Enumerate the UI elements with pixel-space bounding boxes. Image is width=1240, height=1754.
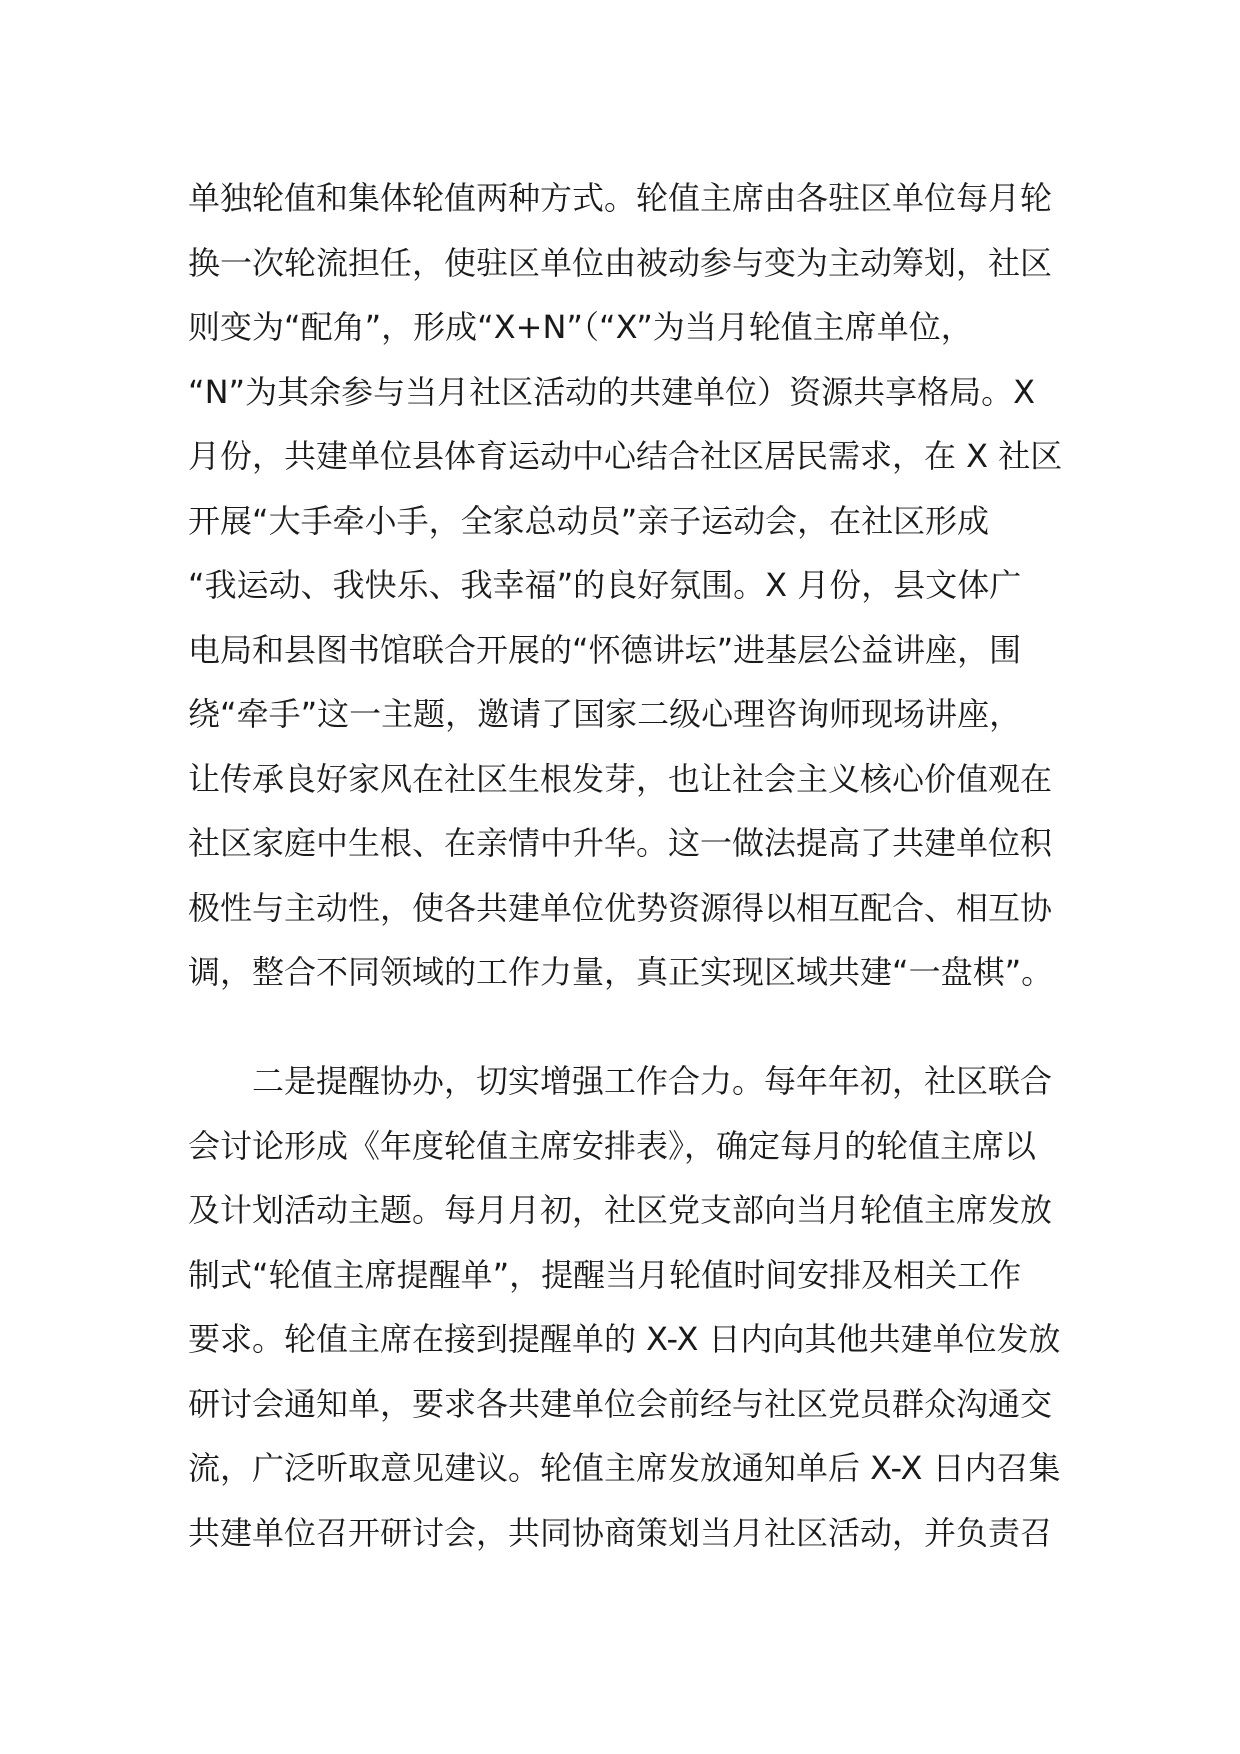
- text-line: 月份，共建单位县体育运动中心结合社区居民需求，在 X 社区: [188, 437, 1063, 475]
- text-line: 社区家庭中生根、在亲情中升华。这一做法提高了共建单位积: [188, 824, 1053, 862]
- paragraph-2: [188, 1049, 1060, 1565]
- text-line: 共建单位召开研讨会，共同协商策划当月社区活动，并负责召: [188, 1513, 1053, 1552]
- text-line: 开展“大手牵小手，全家总动员”亲子运动会，在社区形成: [188, 501, 990, 540]
- text-line: “N”为其余参与当月社区活动的共建单位）资源共享格局。X: [188, 372, 1036, 411]
- text-line: 电局和县图书馆联合开展的“怀德讲坛”进基层公益讲座，围: [188, 630, 1022, 669]
- text-line: 制式“轮值主席提醒单”，提醒当月轮值时间安排及相关工作: [188, 1255, 1022, 1294]
- text-line: 会讨论形成《年度轮值主席安排表》，确定每月的轮值主席以: [188, 1126, 1037, 1165]
- text-line: 要求。轮值主席在接到提醒单的 X-X 日内向其他共建单位发放: [188, 1320, 1061, 1358]
- text-line: 二是提醒协办，切实增强工作合力。每年年初，社区联合: [188, 1062, 1053, 1100]
- text-line: 则变为“配角”，形成“X+N”（“X”为当月轮值主席单位，: [188, 308, 973, 346]
- text-line: 让传承良好家风在社区生根发芽，也让社会主义核心价值观在: [188, 759, 1053, 798]
- text-line: 极性与主动性，使各共建单位优势资源得以相互配合、相互协: [188, 888, 1053, 927]
- text-line: “我运动、我快乐、我幸福”的良好氛围。X 月份，县文体广: [188, 566, 1022, 604]
- text-line: 及计划活动主题。每月月初，社区党支部向当月轮值主席发放: [188, 1191, 1053, 1229]
- text-line: 流，广泛听取意见建议。轮值主席发放通知单后 X-X 日内召集: [188, 1449, 1061, 1487]
- text-line: 调，整合不同领域的工作力量，真正实现区域共建“一盘棋”。: [188, 953, 1054, 991]
- text-line: 单独轮值和集体轮值两种方式。轮值主席由各驻区单位每月轮: [188, 179, 1053, 217]
- paragraph-1: [188, 166, 1063, 1005]
- text-line: 研讨会通知单，要求各共建单位会前经与社区党员群众沟通交: [188, 1384, 1053, 1423]
- text-line: 绕“牵手”这一主题，邀请了国家二级心理咨询师现场讲座，: [188, 695, 1022, 733]
- text-line: 换一次轮流担任，使驻区单位由被动参与变为主动筹划，社区: [188, 243, 1053, 282]
